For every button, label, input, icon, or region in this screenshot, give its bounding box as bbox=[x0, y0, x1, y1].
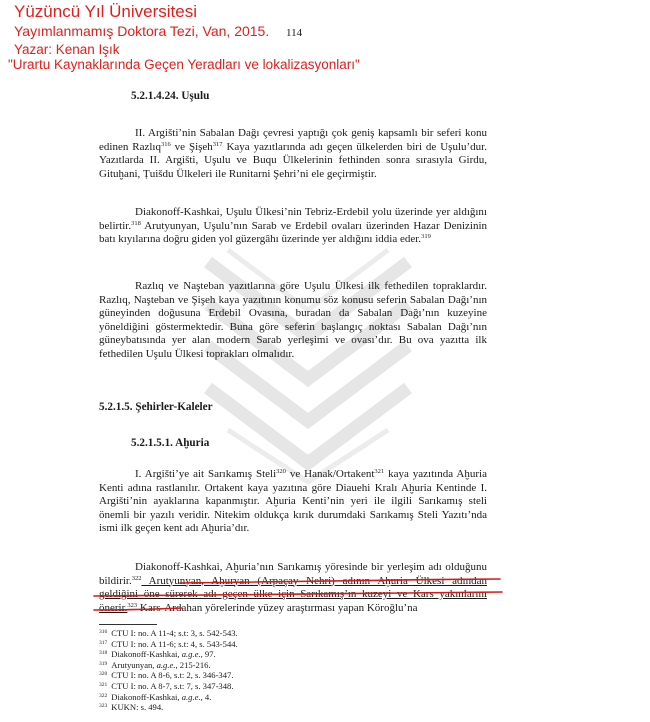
footnote bbox=[99, 702, 238, 713]
paragraph-text: Kars-Ardahan yörelerinde yüzey araştırması yapan Köroğlu’na bbox=[137, 601, 418, 614]
footnote-text: Diakonoff-Kashkai, bbox=[111, 649, 182, 660]
footnote-text: KUKN: s. 494. bbox=[111, 702, 164, 713]
footnote-text: Arutyunyan, bbox=[111, 659, 157, 670]
title-stamp-line: "Urartu Kaynaklarında Geçen Yeradları ve lokalizasyonları" bbox=[8, 57, 360, 72]
footnote-ref: 318 bbox=[131, 219, 141, 227]
paragraph-text: Razlıq ve Naşteban yazıtlarına göre Uşulu Ülkesi ilk fethedilen topraklardır. Razlıq, Naşteban ve Şişeh kaya yazıtının konumu söz konusu seferin Sabalan Dağı’nın güneyinden doğusuna Erdebil Ovasına, buradan da Sabalan Dağı’nın kuzeyine yöneldiğini göstermektedir. Buna göre seferin başlangıç noktası Sabalan Dağı’nın güneybatısında yer alan modern Sarab yerleşimi ve ovası’dır. Bu ova yazıtta ilk fethedilen Uşulu Ülkesi toprakları olmalıdır. bbox=[99, 280, 487, 360]
paragraph-text: Kaya yazıtlarında adı geçen ülkelerden biri de Uşulu’dur. Yazıtlarda II. Argišti, Uşulu ve Buqu Ülkelerinin fethinden sonra sırasıyla Girdu, Gituḫani, Ṭuišdu Ülkeleri ile Runitarni Şehri’ni ele geçirmiştir. bbox=[99, 140, 487, 180]
paragraph-text: II. Argišti’nin Sabalan Dağı çevresi yaptığı çok geniş kapsamlı bir seferi konu edinen Razlıq bbox=[99, 127, 487, 153]
footnote-text: , 215-216. bbox=[175, 659, 211, 670]
paragraph-ahuria-location bbox=[99, 561, 487, 615]
footnote-number: 322 bbox=[99, 692, 108, 699]
footnote-ref: 323 bbox=[127, 601, 138, 609]
paragraph-text: Diakonoff-Kashkai, Uşulu Ülkesi’nin Tebriz-Erdebil yolu üzerinde yer aldığını belirtir. bbox=[99, 206, 487, 232]
footnote-abbrev: a.g.e. bbox=[181, 691, 201, 702]
footnote bbox=[99, 639, 238, 650]
footnote-number: 321 bbox=[99, 681, 108, 688]
footnote-text: , 4. bbox=[200, 691, 212, 702]
footnote-text: CTU I: no. A 8-6, s.t: 2, s. 346-347. bbox=[111, 670, 234, 681]
thesis-stamp-line: Yayımlanmamış Doktora Tezi, Van, 2015. bbox=[14, 23, 270, 39]
footnote-text: CTU I: no. A 11-4; s.t: 3, s. 542-543. bbox=[111, 628, 238, 638]
paragraph-ahuria-intro bbox=[99, 468, 487, 536]
section-heading-ahuria: 5.2.1.5.1. Aḫuria bbox=[131, 437, 210, 449]
footnote-number: 316 bbox=[99, 629, 108, 635]
footnote-text: , 97. bbox=[200, 649, 216, 660]
footnote bbox=[99, 660, 238, 671]
paragraph-text: Arutyunyan, Uşulu’nın Sarab ve Erdebil ovaları üzerinden Hazar Denizinin batı kıyılarına doğru giden yol güzergâhı üzerinde yer aldığını iddia eder. bbox=[99, 219, 487, 245]
footnote-ref: 319 bbox=[421, 233, 431, 240]
page-number: 114 bbox=[286, 27, 303, 39]
footnote-ref: 317 bbox=[212, 140, 223, 148]
footnote-number: 317 bbox=[99, 639, 108, 646]
paragraph-usulu-location bbox=[99, 206, 487, 247]
footnote bbox=[99, 649, 238, 660]
footnote-number: 319 bbox=[99, 660, 108, 667]
footnote-text: CTU I: no. A 8-7, s.t: 7, s. 347-348. bbox=[111, 680, 234, 691]
footnote-text: Diakonoff-Kashkai, bbox=[111, 691, 182, 702]
footnote bbox=[99, 681, 238, 692]
footnote-ref: 316 bbox=[160, 140, 171, 148]
footnote-separator bbox=[99, 624, 157, 625]
paragraph-text: I. Argišti’ye ait Sarıkamış Steli bbox=[135, 468, 277, 480]
author-stamp-line: Yazar: Kenan Işık bbox=[14, 42, 120, 57]
footnote-abbrev: a.g.e. bbox=[156, 659, 176, 670]
paragraph-text: ve Hanak/Ortakent bbox=[285, 468, 375, 480]
footnote-abbrev: a.g.e. bbox=[181, 649, 201, 660]
footnote-ref: 321 bbox=[374, 468, 385, 475]
paragraph-usulu-conquest bbox=[99, 280, 487, 361]
paragraph-usulu-intro bbox=[99, 127, 487, 181]
underlined-passage: Arutyunyan, Aḫuryan (Arpaçay Nehri) adının Aḫuria Ülkesi adından geldiğini öne sürerek adı geçen ülke için Sarıkamış’ın kuzeyi ve Kars yakınlarını önerir. bbox=[99, 574, 487, 614]
footnote-number: 323 bbox=[99, 703, 108, 710]
footnotes bbox=[99, 628, 238, 713]
footnote bbox=[99, 628, 238, 639]
footnote-ref: 320 bbox=[276, 468, 286, 475]
university-stamp-line: Yüzüncü Yıl Üniversitesi bbox=[14, 2, 197, 21]
footnote-ref: 322 bbox=[131, 574, 142, 582]
footnote bbox=[99, 670, 238, 681]
paragraph-text: Diakonoff-Kashkai, Aḫuria’nın Sarıkamış yöresinde bir yerleşim adı olduğunu bildirir. bbox=[99, 561, 487, 587]
section-heading-cities: 5.2.1.5. Şehirler-Kaleler bbox=[99, 401, 213, 413]
paragraph-text: kaya yazıtında Aḫuria Kenti adına rastlanılır. Ortakent kaya yazıtına göre Diauehi Kralı Aḫuria Kentinde I. Argišti’nin ayaklarına kapanmıştır. Aḫuria Kenti’nin yeri ile ilgili Sarıkamış steli önemli bir yazılı veridir. Nitekim oldukça kırık durumdaki Sarıkamış Steli Yazıtı’nda ismi ilk geçen kent adı Aḫuria’dır. bbox=[99, 468, 487, 534]
footnote bbox=[99, 692, 238, 703]
paragraph-text: ve Şişeh bbox=[170, 140, 213, 153]
footnote-text: CTU I: no. A 11-6; s.t: 4, s. 543-544. bbox=[111, 638, 238, 649]
section-heading-usulu: 5.2.1.4.24. Uşulu bbox=[131, 90, 210, 102]
footnote-number: 320 bbox=[99, 671, 108, 678]
footnote-number: 318 bbox=[99, 650, 108, 657]
